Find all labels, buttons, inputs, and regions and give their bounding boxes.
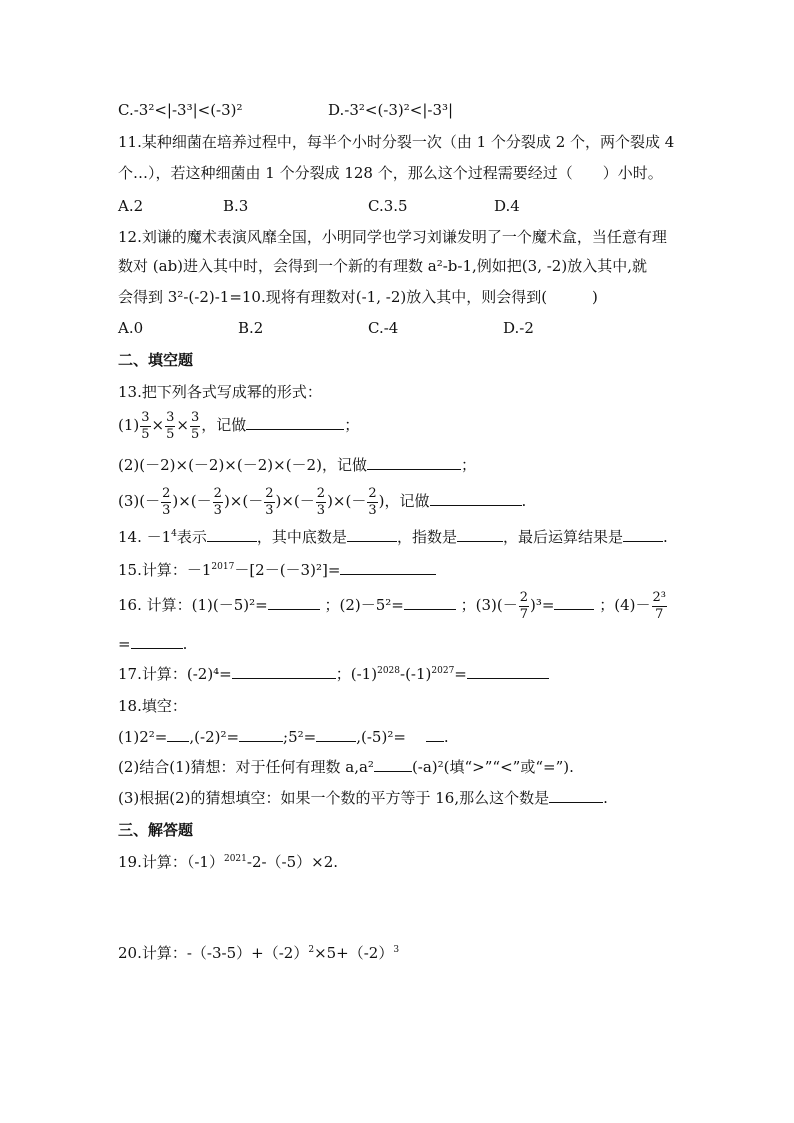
answer-blank[interactable]: [347, 527, 397, 542]
q13-part3: (3)(－ $\frac{2}{3}$ )×(－ $\frac{2}{3}$ )×(－ $\frac{2}{3}$ )×(－ $\frac{2}{3}$ )×(－ $\frac{2}{3}$ )，记做 .: [118, 485, 527, 518]
answer-blank[interactable]: [623, 527, 663, 542]
q10-option-c: C.-3²<|-3³|<(-3)²: [118, 101, 243, 119]
fraction: $\frac{2}{3}$: [316, 485, 326, 518]
fraction: $\frac{\text{2³}}{7}$: [652, 589, 666, 622]
q17: 17.计算：(-2)⁴= ；$(-1)^{2028}-(-1)^{2027}=$: [118, 664, 549, 687]
answer-blank[interactable]: [268, 595, 320, 610]
answer-blank[interactable]: [316, 727, 356, 742]
answer-blank[interactable]: [367, 455, 461, 470]
answer-blank[interactable]: [554, 595, 594, 610]
q13-p1-prefix: (1): [118, 416, 140, 434]
answer-blank[interactable]: [239, 727, 283, 742]
fraction: $\frac{2}{7}$: [519, 589, 529, 622]
answer-blank[interactable]: [404, 595, 456, 610]
answer-blank[interactable]: [430, 491, 522, 506]
answer-blank[interactable]: [467, 664, 549, 679]
q19: 19.计算：$(-1)^{2021}-2-(-5)\times 2$.: [118, 853, 339, 871]
fraction: $\frac{3}{5}$: [141, 409, 150, 442]
q16-line2: = .: [118, 635, 188, 653]
q12-line2: 数对 (ab)进入其中时，会得到一个新的有理数 a²-b-1,例如把(3, -2)放入其中,就: [118, 257, 647, 275]
fraction: $\frac{2}{3}$: [265, 485, 274, 518]
q18-line2: (2)结合(1)猜想：对于任何有理数 a,a² (-a)²(填“>”“<”或“=”).: [118, 758, 574, 776]
fraction: $\frac{2}{3}$: [213, 485, 222, 518]
q10-option-d: D.-3²<(-3)²<|-3³|: [328, 101, 454, 119]
q16: 16. 计算：(1)(－5)²= ；(2)－5²= ；(3)(－ $\frac{2}{7}$ )³= ；(4)－ $\frac{\text{2³}}{7}$: [118, 589, 666, 622]
q12-line1: 12.刘谦的魔术表演风靡全国，小明同学也学习刘谦发明了一个魔术盒，当任意有理: [118, 228, 667, 246]
q18-line1: (1)2²= ,(-2)²= ;5²= ,(-5)²= .: [118, 728, 449, 746]
q20: 20.计算：$-(-3-5)+(-2)^2\times 5+(-2)^3$: [118, 944, 400, 962]
q14: 14. $-1^4$表示 ，其中底数是 ，指数是 ，最后运算结果是 .: [118, 528, 668, 546]
answer-blank[interactable]: [246, 415, 344, 430]
q11-option-b: B.3: [223, 197, 249, 215]
fraction: $\frac{2}{3}$: [162, 485, 171, 518]
section-solve-heading: 三、解答题: [118, 821, 194, 839]
q13-part2: (2)(－2)×(－2)×(－2)×(－2)，记做 ；: [118, 456, 476, 474]
q11-option-c: C.3.5: [368, 197, 408, 215]
answer-blank[interactable]: [232, 664, 336, 679]
q11-line1: 11.某种细菌在培养过程中，每半个小时分裂一次（由 1 个分裂成 2 个，两个裂成 4: [118, 133, 675, 151]
section-fill-blank-heading: 二、填空题: [118, 351, 194, 369]
q18-line3: (3)根据(2)的猜想填空：如果一个数的平方等于 16,那么这个数是 .: [118, 789, 608, 807]
answer-blank[interactable]: [374, 757, 412, 772]
q15: 15.计算：$-1^{2017}-[2-(-3)^2]=$: [118, 560, 436, 583]
q12-option-a: A.0: [118, 319, 144, 337]
q12-option-d: D.-2: [503, 319, 534, 337]
answer-blank[interactable]: [340, 560, 436, 575]
q13-part1: (1) $\frac{3}{5}$ × $\frac{3}{5}$ × $\frac{3}{5}$ ，记做 ；: [118, 409, 360, 442]
fraction: $\frac{3}{5}$: [190, 409, 200, 442]
q12-option-b: B.2: [238, 319, 264, 337]
fraction: $\frac{2}{3}$: [368, 485, 377, 518]
q13-stem: 13.把下列各式写成幂的形式：: [118, 383, 322, 401]
answer-blank[interactable]: [549, 788, 603, 803]
answer-blank[interactable]: [426, 727, 444, 742]
answer-blank[interactable]: [457, 527, 503, 542]
fraction: $\frac{3}{5}$: [166, 409, 175, 442]
q18-stem: 18.填空：: [118, 697, 187, 715]
answer-blank[interactable]: [207, 527, 257, 542]
q12-line3: 会得到 3²-(-2)-1=10.现将有理数对(-1, -2)放入其中，则会得到( ): [118, 288, 598, 306]
answer-blank[interactable]: [167, 727, 189, 742]
q11-option-a: A.2: [118, 197, 144, 215]
q11-option-d: D.4: [494, 197, 520, 215]
answer-blank[interactable]: [131, 634, 183, 649]
q12-option-c: C.-4: [368, 319, 399, 337]
q11-line2: 个…），若这种细菌由 1 个分裂成 128 个，那么这个过程需要经过（ ）小时。: [118, 164, 663, 182]
